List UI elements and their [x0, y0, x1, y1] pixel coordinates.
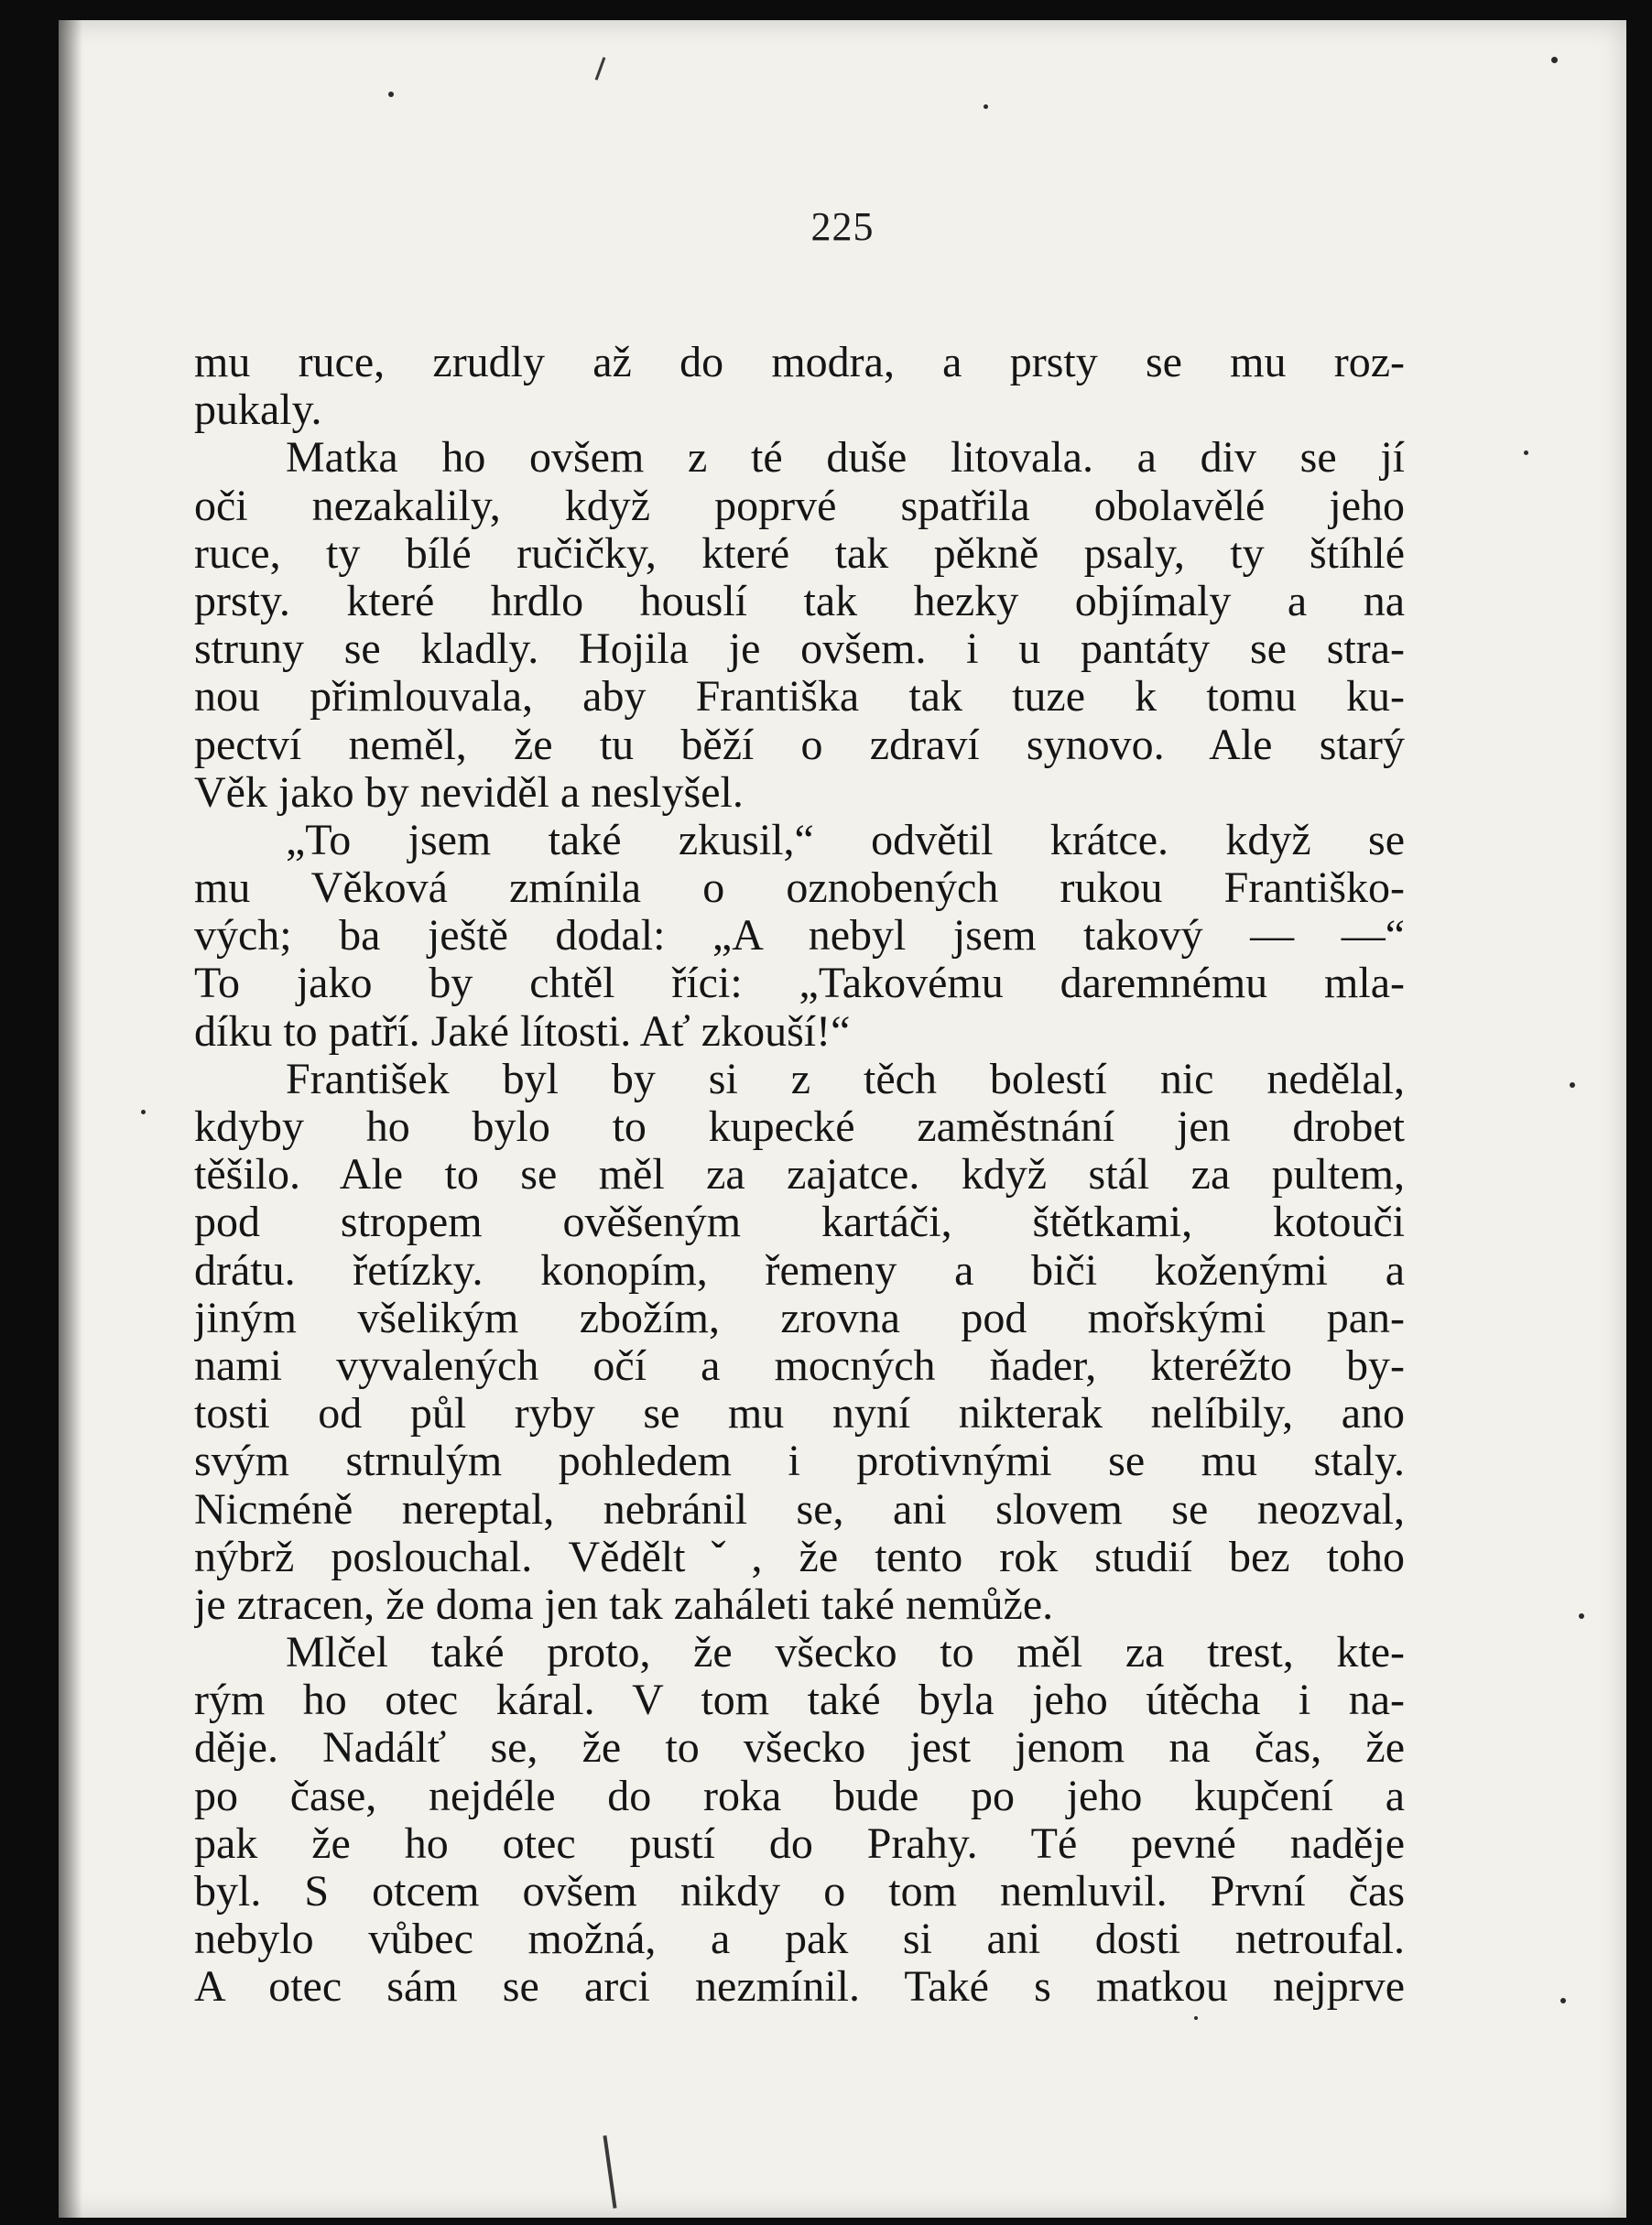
- scan-scratch: [603, 2135, 616, 2209]
- text-line: drátu. řetízky. konopím, řemeny a biči koženými a: [194, 1246, 1405, 1295]
- book-page: [59, 20, 1626, 2218]
- text-line: mu Věková zmínila o oznobených rukou Františko-: [194, 864, 1405, 913]
- scan-speck: [1194, 2016, 1198, 2020]
- text-line: ruce, ty bílé ručičky, které tak pěkně psaly, ty štíhlé: [194, 529, 1405, 578]
- text-line: prsty. které hrdlo houslí tak hezky objímaly a na: [194, 577, 1405, 625]
- scan-speck: [1560, 1998, 1566, 2003]
- text-line: Mlčel také proto, že všecko to měl za trest, kte-: [286, 1629, 1405, 1677]
- scan-speck: [388, 92, 394, 97]
- text-line: nou přimlouvala, aby Františka tak tuze k tomu ku-: [194, 673, 1405, 722]
- scan-speck: [984, 104, 988, 109]
- binding-shadow: [59, 20, 82, 2218]
- text-line: svým strnulým pohledem i protivnými se mu staly.: [194, 1438, 1405, 1486]
- scan-speck: [1551, 57, 1558, 63]
- text-line: pukaly.: [194, 386, 322, 435]
- text-line: pak že ho otec pustí do Prahy. Té pevné naděje: [194, 1819, 1405, 1868]
- scan-speck: [1524, 450, 1528, 455]
- text-line: pectví neměl, že tu běží o zdraví synovo. Ale starý: [194, 721, 1405, 769]
- text-line: Matka ho ovšem z té duše litovala. a div se jí: [286, 434, 1405, 483]
- text-line: To jako by chtěl říci: „Takovému daremnému mla-: [194, 960, 1405, 1008]
- text-line: oči nezakalily, když poprvé spatřila obolavělé jeho: [194, 482, 1405, 530]
- text-line: rým ho otec káral. V tom také byla jeho útěcha i na-: [194, 1677, 1405, 1725]
- scan-speck: [141, 1110, 146, 1114]
- text-line: jiným všelikým zbožím, zrovna pod mořskými pan-: [194, 1294, 1405, 1342]
- text-line: vých; ba ještě dodal: „A nebyl jsem takový — —“: [194, 912, 1405, 961]
- text-line: A otec sám se arci nezmínil. Také s matkou nejprve: [194, 1963, 1405, 2012]
- text-line: struny se kladly. Hojila je ovšem. i u pantáty se stra-: [194, 625, 1405, 674]
- text-line: těšilo. Ale to se měl za zajatce. když stál za pultem,: [194, 1151, 1405, 1199]
- text-line: díku to patří. Jaké lítosti. Ať zkouší!“: [194, 1007, 851, 1056]
- text-line: byl. S otcem ovšem nikdy o tom nemluvil. První čas: [194, 1868, 1405, 1916]
- page-number: 225: [810, 204, 875, 249]
- text-line: pod stropem ověšeným kartáči, štětkami, kotouči: [194, 1199, 1405, 1247]
- text-line: Nicméně nereptal, nebránil se, ani slovem se neozval,: [194, 1485, 1405, 1534]
- text-line: po čase, nejdéle do roka bude po jeho kupčení a: [194, 1772, 1405, 1820]
- scan-speck: [1570, 1082, 1575, 1088]
- text-line: nami vyvalených očí a mocných ňader, kteréžto by-: [194, 1341, 1405, 1390]
- text-line: je ztracen, že doma jen tak zaháleti také nemůže.: [194, 1580, 1054, 1629]
- scan-scratch: [595, 57, 606, 80]
- text-line: Věk jako by neviděl a neslyšel.: [194, 768, 744, 817]
- text-line: František byl by si z těch bolestí nic nedělal,: [286, 1055, 1405, 1103]
- text-line: mu ruce, zrudly až do modra, a prsty se mu roz-: [194, 339, 1405, 386]
- text-line: „To jsem také zkusil,“ odvětil krátce. když se: [286, 816, 1405, 864]
- text-line: děje. Nadálť se, že to všecko jest jenom na čas, že: [194, 1724, 1405, 1773]
- text-line: nebylo vůbec možná, a pak si ani dosti netroufal.: [194, 1916, 1405, 1964]
- text-line: tosti od půl ryby se mu nyní nikterak nelíbily, ano: [194, 1390, 1405, 1438]
- body-text: [194, 339, 1405, 2012]
- scan-speck: [1579, 1613, 1584, 1619]
- text-line: kdyby ho bylo to kupecké zaměstnání jen drobet: [194, 1103, 1405, 1151]
- text-line: nýbrž poslouchal. Věděltˇ, že tento rok studií bez toho: [194, 1533, 1405, 1581]
